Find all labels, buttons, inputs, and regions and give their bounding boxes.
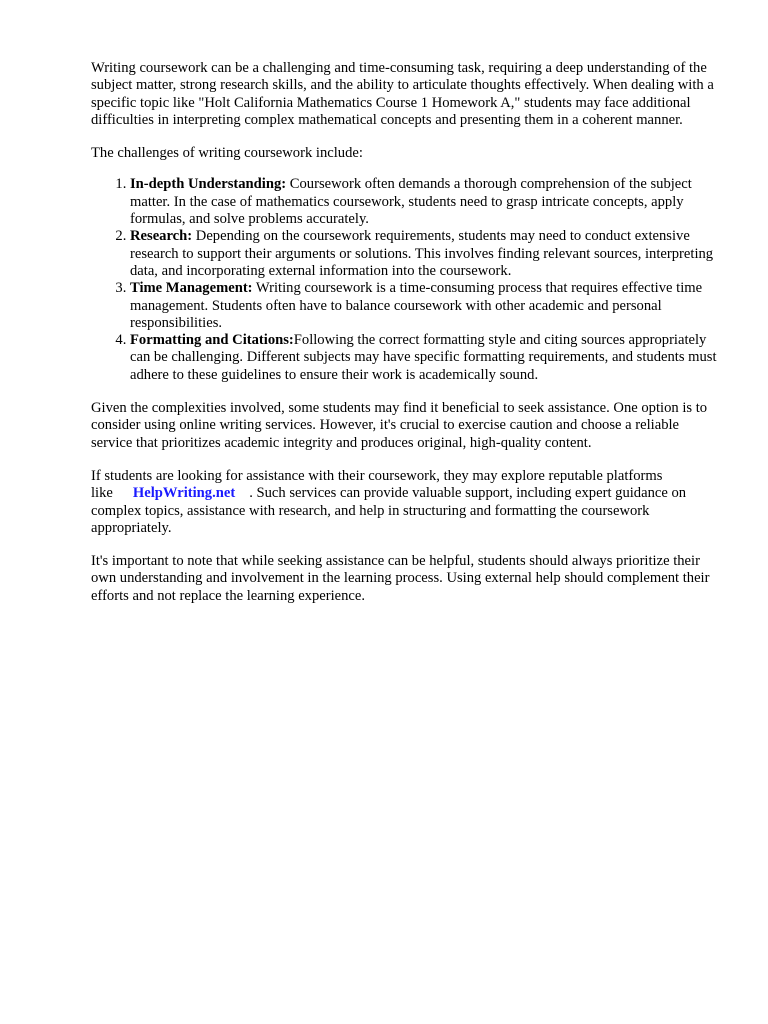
assistance-paragraph: Given the complexities involved, some students may find it beneficial to seek assistance. One option is to consider using online writing services. However, it's crucial to exercise caution and choose a reliable service that prioritizes academic integrity and produces original, high-quality content. bbox=[91, 400, 708, 451]
challenge-term: Formatting and Citations: bbox=[130, 332, 294, 349]
challenges-list bbox=[91, 176, 721, 384]
intro-paragraph: Writing coursework can be a challenging and time-consuming task, requiring a deep understanding of the subject matter, strong research skills, and the ability to articulate thoughts effectively. When dealing with a specific topic like "Holt California Mathematics Course 1 Homework A," students may face additional difficulties in interpreting complex mathematical concepts and presenting them in a coherent manner. bbox=[91, 60, 714, 128]
document-page bbox=[91, 60, 721, 605]
challenge-text: Following the correct formatting style and citing sources appropriately can be challenging. Different subjects may have specific formatting requirements, and students must adhere to these guidelines to ensure their work is academically sound. bbox=[130, 332, 717, 383]
list-item bbox=[130, 228, 721, 280]
list-item bbox=[130, 176, 721, 228]
closing-paragraph: It's important to note that while seeking assistance can be helpful, students should always prioritize their own understanding and involvement in the learning process. Using external help should complement their efforts and not replace the learning experience. bbox=[91, 553, 710, 604]
platforms-paragraph bbox=[91, 468, 721, 537]
challenges-heading: The challenges of writing coursework include: bbox=[91, 145, 363, 162]
challenge-text: Coursework often demands a thorough comprehension of the subject matter. In the case of mathematics coursework, students need to grasp intricate concepts, apply formulas, and solve problems accurately. bbox=[130, 176, 692, 228]
challenge-term: Research: bbox=[130, 228, 193, 245]
platforms-text-before: If students are looking for assistance with their coursework, they may explore reputable platforms like bbox=[91, 467, 663, 502]
platforms-text-after: . Such services can provide valuable support, including expert guidance on complex topics, assistance with research, and help in structuring and formatting the coursework appropriately. bbox=[91, 485, 687, 536]
list-item bbox=[130, 332, 721, 384]
challenge-text: Writing coursework is a time-consuming process that requires effective time management. Students often have to balance coursework with other academic and personal responsibilities. bbox=[130, 280, 703, 331]
helpwriting-link[interactable]: HelpWriting.net bbox=[132, 485, 236, 502]
challenge-term: In-depth Understanding: bbox=[130, 176, 287, 193]
list-item bbox=[130, 280, 721, 332]
challenge-text: Depending on the coursework requirements, students may need to conduct extensive research to support their arguments or solutions. This involves finding relevant sources, interpreting data, and incorporating external information into the coursework. bbox=[130, 228, 714, 279]
challenge-term: Time Management: bbox=[130, 280, 253, 297]
